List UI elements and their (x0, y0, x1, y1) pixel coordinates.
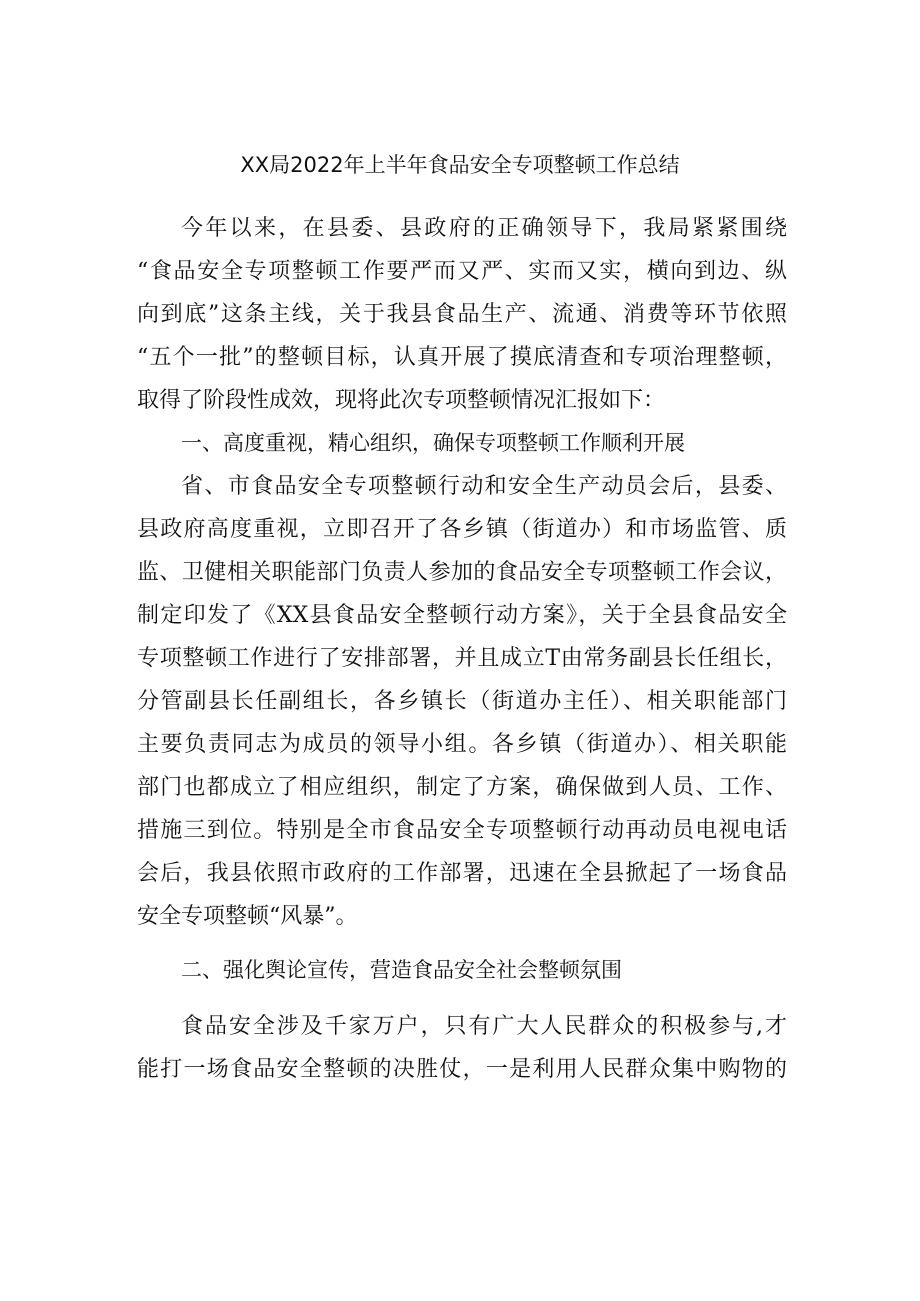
text-line: 制定印发了《XX县食品安全整顿行动方案》，关于全县食品安全 (137, 603, 787, 628)
text-line: 监、卫健相关职能部门负责人参加的食品安全专项整顿工作会议， (137, 560, 787, 585)
paragraph-section-1 (137, 465, 787, 938)
text-line: 会后，我县依照市政府的工作部署，迅速在全县掀起了一场食品 (137, 861, 787, 886)
text-line: 分管副县长任副组长，各乡镇长（街道办主任）、相关职能部门 (137, 689, 787, 714)
text-line: 部门也都成立了相应组织，制定了方案，确保做到人员、工作、 (137, 775, 787, 800)
text-line: 省、市食品安全专项整顿行动和安全生产动员会后，县委、 (181, 474, 787, 499)
text-line: 专项整顿工作进行了安排部署，并且成立T由常务副县长任组长， (137, 646, 787, 671)
text-line: 能打一场食品安全整顿的决胜仗，一是利用人民群众集中购物的 (137, 1057, 787, 1082)
text-line: “五个一批”的整顿目标，认真开展了摸底清查和专项治理整顿， (137, 345, 787, 370)
text-line: 主要负责同志为成员的领导小组。各乡镇（街道办）、相关职能 (137, 732, 787, 757)
text-line: 安全专项整顿“风暴”。 (137, 904, 358, 929)
text-line: “食品安全专项整顿工作要严而又严、实而又实，横向到边、纵 (137, 259, 787, 284)
section-heading-1: 一、高度重视，精心组织，确保专项整顿工作顺利开展 (181, 431, 685, 455)
text-line: 措施三到位。特别是全市食品安全专项整顿行动再动员电视电话 (137, 818, 787, 843)
document-body (137, 207, 787, 1091)
text-line: 今年以来，在县委、县政府的正确领导下，我局紧紧围绕 (181, 216, 787, 241)
section-heading-2: 二、强化舆论宣传，营造食品安全社会整顿氛围 (181, 958, 622, 982)
text-line: 县政府高度重视，立即召开了各乡镇（街道办）和市场监管、质 (137, 517, 787, 542)
text-line: 取得了阶段性成效，现将此次专项整顿情况汇报如下： (137, 388, 666, 413)
text-line: 食品安全涉及千家万户，只有广大人民群众的积极参与,才 (181, 1014, 787, 1039)
paragraph-intro (137, 207, 787, 422)
paragraph-section-2 (137, 1005, 787, 1091)
text-line: 向到底”这条主线，关于我县食品生产、流通、消费等环节依照 (137, 302, 787, 327)
document-title: XX局2022年上半年食品安全专项整顿工作总结 (240, 153, 680, 177)
